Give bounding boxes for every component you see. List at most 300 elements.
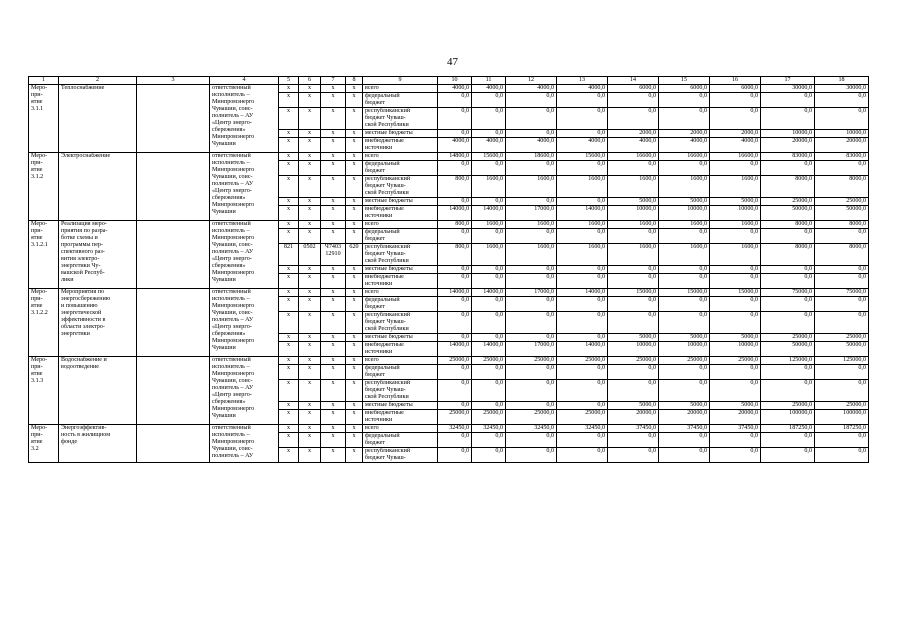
table-row [29, 357, 869, 365]
value-cell: 0,0 [557, 297, 608, 312]
budget-code-cell: x [346, 85, 363, 93]
value-cell: 1600,0 [659, 244, 710, 266]
empty-cell [137, 85, 210, 153]
value-cell: 0,0 [608, 448, 659, 463]
value-cell: 15000,0 [608, 289, 659, 297]
value-cell: 0,0 [438, 448, 472, 463]
value-cell: 0,0 [557, 380, 608, 402]
col-header: 13 [557, 77, 608, 85]
value-cell: 0,0 [815, 108, 869, 130]
budget-code-cell: x [321, 357, 346, 365]
col-header: 5 [279, 77, 299, 85]
budget-code-cell: x [279, 448, 299, 463]
responsible-cell: ответственный исполнитель – Минпромэнерго Чувашии, соис- полнитель – АУ «Центр энерго- сбережения» Минпромэнерго Чувашии [210, 221, 279, 289]
value-cell: 0,0 [659, 274, 710, 289]
funding-source-cell: внебюджетные источники [363, 206, 438, 221]
value-cell: 25000,0 [761, 198, 815, 206]
value-cell: 1600,0 [557, 176, 608, 198]
budget-table [28, 76, 869, 463]
value-cell: 1600,0 [506, 221, 557, 229]
budget-code-cell: x [279, 221, 299, 229]
budget-code-cell: x [279, 410, 299, 425]
budget-code-cell: x [346, 357, 363, 365]
value-cell: 0,0 [472, 130, 506, 138]
budget-code-cell: x [299, 425, 321, 433]
value-cell: 187250,0 [815, 425, 869, 433]
page-number: 47 [447, 56, 458, 68]
value-cell: 0,0 [659, 108, 710, 130]
value-cell: 25000,0 [815, 198, 869, 206]
value-cell: 0,0 [761, 266, 815, 274]
col-header: 3 [137, 77, 210, 85]
col-header: 14 [608, 77, 659, 85]
budget-code-cell: x [321, 365, 346, 380]
value-cell: 0,0 [608, 312, 659, 334]
value-cell: 25000,0 [438, 357, 472, 365]
funding-source-cell: местные бюджеты [363, 402, 438, 410]
col-header: 18 [815, 77, 869, 85]
budget-code-cell: x [321, 85, 346, 93]
value-cell: 0,0 [506, 161, 557, 176]
budget-code-cell: x [279, 274, 299, 289]
value-cell: 0,0 [472, 161, 506, 176]
measure-code-cell: Меро- при- ятие 3.1.1 [29, 85, 59, 153]
funding-source-cell: всего [363, 153, 438, 161]
value-cell: 4000,0 [472, 138, 506, 153]
empty-cell [137, 425, 210, 463]
empty-cell [137, 357, 210, 425]
funding-source-cell: всего [363, 221, 438, 229]
budget-code-cell: x [346, 198, 363, 206]
value-cell: 0,0 [815, 312, 869, 334]
value-cell: 0,0 [472, 312, 506, 334]
value-cell: 0,0 [608, 229, 659, 244]
budget-code-cell: x [299, 266, 321, 274]
budget-code-cell: x [346, 334, 363, 342]
value-cell: 0,0 [506, 229, 557, 244]
budget-code-cell: x [321, 410, 346, 425]
value-cell: 14000,0 [557, 342, 608, 357]
value-cell: 0,0 [506, 448, 557, 463]
value-cell: 4000,0 [659, 138, 710, 153]
table-body [29, 85, 869, 463]
value-cell: 0,0 [710, 266, 761, 274]
col-header: 7 [321, 77, 346, 85]
value-cell: 0,0 [815, 266, 869, 274]
value-cell: 5000,0 [608, 334, 659, 342]
value-cell: 0,0 [557, 365, 608, 380]
value-cell: 1600,0 [710, 221, 761, 229]
budget-code-cell: x [279, 297, 299, 312]
value-cell: 8000,0 [761, 244, 815, 266]
value-cell: 0,0 [472, 365, 506, 380]
value-cell: 0,0 [438, 108, 472, 130]
funding-source-cell: внебюджетные источники [363, 138, 438, 153]
budget-code-cell: x [299, 289, 321, 297]
budget-code-cell: x [346, 365, 363, 380]
col-header: 9 [363, 77, 438, 85]
value-cell: 0,0 [710, 448, 761, 463]
budget-code-cell: x [279, 229, 299, 244]
value-cell: 16600,0 [659, 153, 710, 161]
value-cell: 1600,0 [557, 244, 608, 266]
value-cell: 1600,0 [710, 244, 761, 266]
value-cell: 8000,0 [761, 221, 815, 229]
value-cell: 125000,0 [761, 357, 815, 365]
value-cell: 4000,0 [557, 138, 608, 153]
budget-code-cell: x [299, 198, 321, 206]
value-cell: 14000,0 [557, 206, 608, 221]
value-cell: 100000,0 [761, 410, 815, 425]
value-cell: 0,0 [557, 130, 608, 138]
value-cell: 37450,0 [608, 425, 659, 433]
value-cell: 0,0 [557, 274, 608, 289]
value-cell: 0,0 [557, 229, 608, 244]
value-cell: 4000,0 [506, 138, 557, 153]
value-cell: 14000,0 [472, 342, 506, 357]
value-cell: 1600,0 [506, 244, 557, 266]
value-cell: 4000,0 [438, 138, 472, 153]
value-cell: 83000,0 [815, 153, 869, 161]
value-cell: 2000,0 [710, 130, 761, 138]
value-cell: 0,0 [506, 312, 557, 334]
value-cell: 0,0 [761, 312, 815, 334]
budget-code-cell: x [299, 297, 321, 312]
value-cell: 20000,0 [608, 410, 659, 425]
value-cell: 25000,0 [472, 357, 506, 365]
measure-name-cell: Энергоэффектив- ность в жилищном фонде [59, 425, 137, 463]
value-cell: 18600,0 [506, 153, 557, 161]
value-cell: 0,0 [557, 161, 608, 176]
value-cell: 0,0 [472, 229, 506, 244]
value-cell: 125000,0 [815, 357, 869, 365]
funding-source-cell: республиканский бюджет Чуваш- ской Республики [363, 312, 438, 334]
value-cell: 32450,0 [506, 425, 557, 433]
funding-source-cell: федеральный бюджет [363, 433, 438, 448]
measure-code-cell: Меро- при- ятие 3.2 [29, 425, 59, 463]
budget-code-cell: x [321, 433, 346, 448]
budget-code-cell: x [321, 221, 346, 229]
value-cell: 25000,0 [557, 410, 608, 425]
value-cell: 25000,0 [815, 334, 869, 342]
value-cell: 10000,0 [815, 130, 869, 138]
budget-code-cell: x [321, 448, 346, 463]
funding-source-cell: внебюджетные источники [363, 342, 438, 357]
value-cell: 0,0 [608, 380, 659, 402]
value-cell: 0,0 [659, 297, 710, 312]
value-cell: 0,0 [659, 266, 710, 274]
col-header: 15 [659, 77, 710, 85]
value-cell: 25000,0 [557, 357, 608, 365]
value-cell: 0,0 [710, 297, 761, 312]
value-cell: 6000,0 [710, 85, 761, 93]
col-header: 12 [506, 77, 557, 85]
budget-code-cell: x [346, 221, 363, 229]
value-cell: 25000,0 [815, 402, 869, 410]
budget-code-cell: x [299, 229, 321, 244]
budget-code-cell: x [321, 380, 346, 402]
budget-code-cell: x [346, 410, 363, 425]
value-cell: 0,0 [557, 108, 608, 130]
value-cell: 2000,0 [659, 130, 710, 138]
col-header: 17 [761, 77, 815, 85]
budget-code-cell: x [279, 161, 299, 176]
value-cell: 0,0 [815, 93, 869, 108]
value-cell: 0,0 [506, 93, 557, 108]
empty-cell [137, 221, 210, 289]
value-cell: 14000,0 [472, 206, 506, 221]
value-cell: 14000,0 [472, 289, 506, 297]
value-cell: 50000,0 [761, 206, 815, 221]
value-cell: 0,0 [438, 161, 472, 176]
value-cell: 6000,0 [659, 85, 710, 93]
budget-code-cell: x [321, 198, 346, 206]
budget-code-cell: x [279, 365, 299, 380]
budget-code-cell: x [299, 342, 321, 357]
value-cell: 0,0 [438, 229, 472, 244]
value-cell: 15000,0 [710, 289, 761, 297]
measure-code-cell: Меро- при- ятие 3.1.2.1 [29, 221, 59, 289]
value-cell: 25000,0 [761, 402, 815, 410]
funding-source-cell: республиканский бюджет Чуваш- ской Республики [363, 108, 438, 130]
measure-name-cell: Теплоснабжение [59, 85, 137, 153]
funding-source-cell: всего [363, 425, 438, 433]
value-cell: 32450,0 [557, 425, 608, 433]
value-cell: 0,0 [506, 402, 557, 410]
budget-code-cell: x [346, 425, 363, 433]
col-header: 4 [210, 77, 279, 85]
budget-code-cell: x [279, 176, 299, 198]
value-cell: 75000,0 [815, 289, 869, 297]
header-row [29, 77, 869, 85]
table-row [29, 425, 869, 433]
value-cell: 0,0 [761, 297, 815, 312]
budget-code-cell: x [346, 297, 363, 312]
value-cell: 0,0 [506, 108, 557, 130]
value-cell: 5000,0 [608, 198, 659, 206]
budget-code-cell: x [299, 93, 321, 108]
value-cell: 1600,0 [710, 176, 761, 198]
budget-code-cell: x [279, 342, 299, 357]
value-cell: 0,0 [761, 161, 815, 176]
measure-name-cell: Реализация меро- приятия по разра- ботке схемы и программы пер- спективного раз- вития электро- энергетики Чу- вашской Респуб- лики [59, 221, 137, 289]
budget-code-cell: x [299, 433, 321, 448]
budget-code-cell: x [346, 342, 363, 357]
value-cell: 0,0 [659, 312, 710, 334]
budget-code-cell: 0502 [299, 244, 321, 266]
budget-code-cell: x [321, 266, 346, 274]
funding-source-cell: федеральный бюджет [363, 365, 438, 380]
value-cell: 0,0 [659, 161, 710, 176]
value-cell: 1600,0 [659, 176, 710, 198]
value-cell: 37450,0 [659, 425, 710, 433]
value-cell: 75000,0 [761, 289, 815, 297]
value-cell: 0,0 [438, 130, 472, 138]
budget-code-cell: x [299, 274, 321, 289]
value-cell: 0,0 [557, 334, 608, 342]
value-cell: 1600,0 [659, 221, 710, 229]
budget-code-cell: x [321, 153, 346, 161]
value-cell: 1600,0 [472, 176, 506, 198]
measure-code-cell: Меро- при- ятие 3.1.3 [29, 357, 59, 425]
budget-code-cell: x [321, 425, 346, 433]
budget-code-cell: x [321, 274, 346, 289]
value-cell: 0,0 [472, 433, 506, 448]
budget-code-cell: x [279, 130, 299, 138]
col-header: 1 [29, 77, 59, 85]
budget-code-cell: x [299, 153, 321, 161]
budget-code-cell: x [279, 402, 299, 410]
value-cell: 0,0 [710, 312, 761, 334]
table-row [29, 153, 869, 161]
budget-code-cell: x [346, 161, 363, 176]
value-cell: 4000,0 [710, 138, 761, 153]
col-header: 6 [299, 77, 321, 85]
budget-code-cell: x [299, 357, 321, 365]
funding-source-cell: республиканский бюджет Чуваш- ской Республики [363, 244, 438, 266]
funding-source-cell: республиканский бюджет Чуваш- ской Республики [363, 176, 438, 198]
value-cell: 14000,0 [438, 206, 472, 221]
value-cell: 1600,0 [557, 221, 608, 229]
value-cell: 0,0 [815, 161, 869, 176]
value-cell: 0,0 [608, 93, 659, 108]
measure-code-cell: Меро- при- ятие 3.1.2 [29, 153, 59, 221]
value-cell: 0,0 [608, 161, 659, 176]
value-cell: 0,0 [608, 433, 659, 448]
budget-code-cell: x [299, 402, 321, 410]
budget-code-cell: x [279, 108, 299, 130]
value-cell: 5000,0 [608, 402, 659, 410]
value-cell: 0,0 [472, 402, 506, 410]
budget-code-cell: x [279, 334, 299, 342]
value-cell: 15600,0 [472, 153, 506, 161]
value-cell: 25000,0 [506, 410, 557, 425]
value-cell: 17000,0 [506, 342, 557, 357]
budget-code-cell: x [321, 138, 346, 153]
value-cell: 0,0 [815, 433, 869, 448]
budget-code-cell: x [321, 289, 346, 297]
measure-name-cell: Мероприятия по энергосбережению и повышению энергетической эффективности в области электро- энергетики [59, 289, 137, 357]
value-cell: 0,0 [472, 198, 506, 206]
value-cell: 15000,0 [659, 289, 710, 297]
responsible-cell: ответственный исполнитель – Минпромэнерго Чувашии, соис- полнитель – АУ «Центр энерго- сбережения» Минпромэнерго Чувашии [210, 153, 279, 221]
value-cell: 0,0 [659, 433, 710, 448]
budget-code-cell: x [346, 266, 363, 274]
col-header: 16 [710, 77, 761, 85]
value-cell: 0,0 [761, 229, 815, 244]
budget-code-cell: x [299, 365, 321, 380]
value-cell: 0,0 [608, 297, 659, 312]
value-cell: 0,0 [815, 229, 869, 244]
value-cell: 0,0 [472, 380, 506, 402]
budget-code-cell: x [346, 312, 363, 334]
funding-source-cell: внебюджетные источники [363, 410, 438, 425]
budget-code-cell: x [299, 176, 321, 198]
value-cell: 0,0 [506, 365, 557, 380]
value-cell: 0,0 [438, 380, 472, 402]
value-cell: 0,0 [815, 297, 869, 312]
funding-source-cell: всего [363, 357, 438, 365]
value-cell: 1600,0 [608, 221, 659, 229]
value-cell: 0,0 [608, 274, 659, 289]
budget-code-cell: x [279, 433, 299, 448]
value-cell: 0,0 [557, 433, 608, 448]
value-cell: 0,0 [438, 312, 472, 334]
value-cell: 0,0 [506, 380, 557, 402]
value-cell: 0,0 [472, 274, 506, 289]
value-cell: 0,0 [608, 108, 659, 130]
budget-code-cell: x [346, 176, 363, 198]
budget-code-cell: x [279, 266, 299, 274]
value-cell: 0,0 [506, 198, 557, 206]
value-cell: 0,0 [438, 402, 472, 410]
empty-cell [137, 289, 210, 357]
responsible-cell: ответственный исполнитель – Минпромэнерго Чувашии, соис- полнитель – АУ «Центр энерго- сбережения» Минпромэнерго Чувашии [210, 85, 279, 153]
funding-source-cell: местные бюджеты [363, 198, 438, 206]
value-cell: 0,0 [472, 448, 506, 463]
budget-code-cell: x [299, 221, 321, 229]
budget-code-cell: x [279, 138, 299, 153]
budget-code-cell: x [346, 93, 363, 108]
value-cell: 50000,0 [815, 206, 869, 221]
funding-source-cell: федеральный бюджет [363, 229, 438, 244]
col-header: 2 [59, 77, 137, 85]
value-cell: 25000,0 [659, 357, 710, 365]
value-cell: 37450,0 [710, 425, 761, 433]
value-cell: 16600,0 [710, 153, 761, 161]
budget-code-cell: x [346, 448, 363, 463]
budget-code-cell: Ч7403 12910 [321, 244, 346, 266]
budget-code-cell: x [321, 402, 346, 410]
budget-code-cell: x [346, 206, 363, 221]
value-cell: 5000,0 [710, 334, 761, 342]
budget-code-cell: x [279, 85, 299, 93]
value-cell: 0,0 [710, 365, 761, 380]
budget-code-cell: x [321, 130, 346, 138]
value-cell: 30000,0 [815, 85, 869, 93]
value-cell: 10000,0 [608, 342, 659, 357]
budget-code-cell: x [279, 289, 299, 297]
value-cell: 14800,0 [438, 153, 472, 161]
value-cell: 10000,0 [710, 342, 761, 357]
budget-code-cell: x [346, 433, 363, 448]
value-cell: 0,0 [438, 433, 472, 448]
value-cell: 0,0 [506, 266, 557, 274]
value-cell: 0,0 [557, 266, 608, 274]
value-cell: 0,0 [472, 266, 506, 274]
value-cell: 25000,0 [608, 357, 659, 365]
value-cell: 17000,0 [506, 206, 557, 221]
value-cell: 17000,0 [506, 289, 557, 297]
value-cell: 4000,0 [506, 85, 557, 93]
budget-code-cell: x [346, 380, 363, 402]
budget-code-cell: x [346, 274, 363, 289]
funding-source-cell: местные бюджеты [363, 130, 438, 138]
value-cell: 50000,0 [815, 342, 869, 357]
value-cell: 32450,0 [438, 425, 472, 433]
value-cell: 100000,0 [815, 410, 869, 425]
funding-source-cell: федеральный бюджет [363, 297, 438, 312]
value-cell: 16600,0 [608, 153, 659, 161]
budget-code-cell: x [279, 93, 299, 108]
col-header: 11 [472, 77, 506, 85]
value-cell: 0,0 [506, 274, 557, 289]
funding-source-cell: федеральный бюджет [363, 93, 438, 108]
value-cell: 0,0 [557, 198, 608, 206]
value-cell: 0,0 [659, 229, 710, 244]
value-cell: 20000,0 [761, 138, 815, 153]
value-cell: 20000,0 [815, 138, 869, 153]
